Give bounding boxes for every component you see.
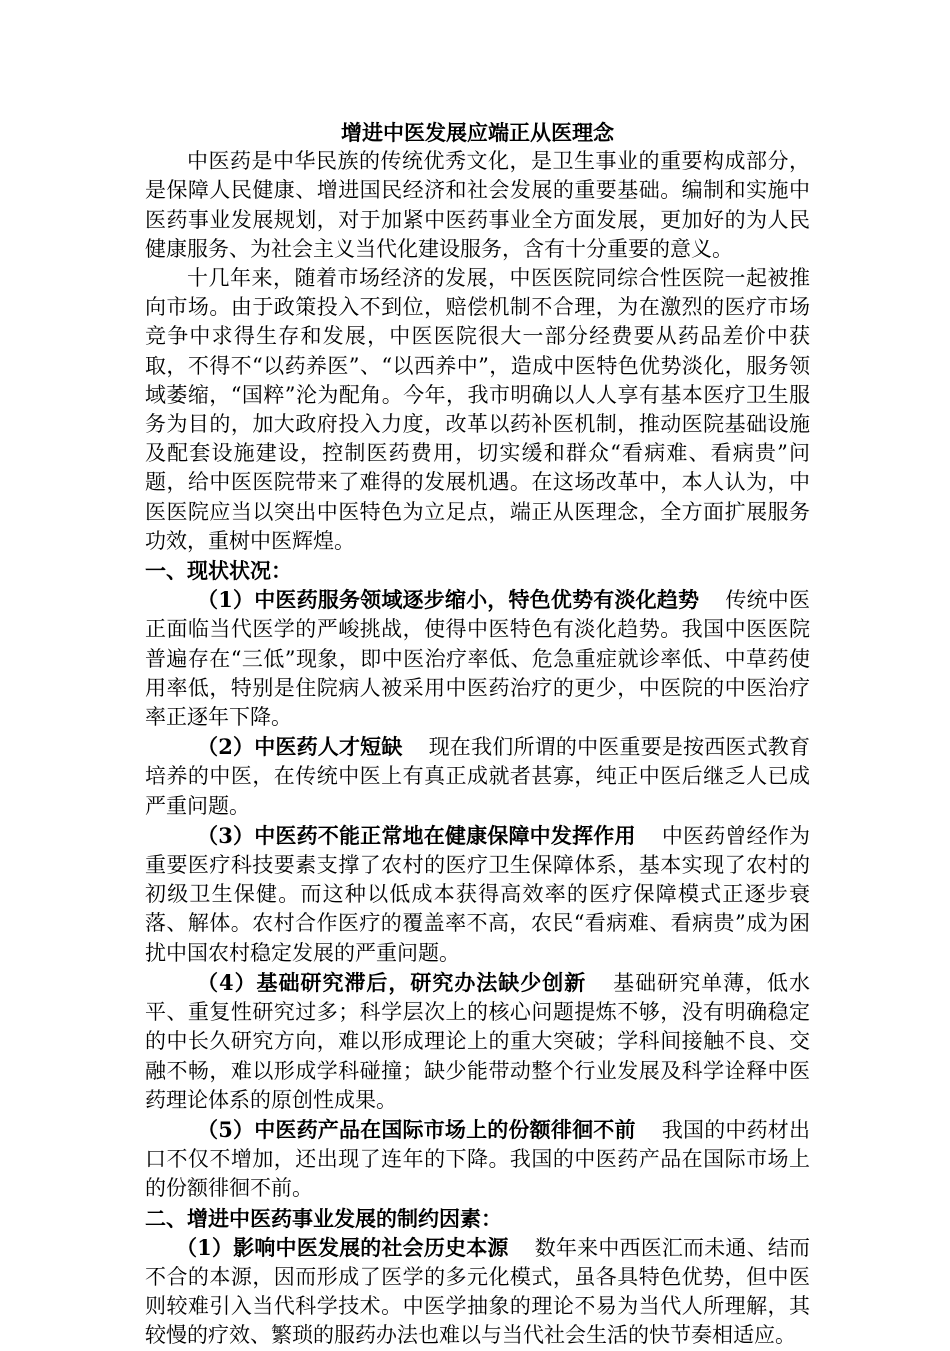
intro-paragraph-2: 十几年来，随着市场经济的发展，中医医院同综合性医院一起被推向市场。由于政策投入不到位，赔偿机制不合理，为在激烈的医疗市场竞争中求得生存和发展，中医医院很大一部分经费要从药品差价中获取，不得不“以药养医”、“以西养中”，造成中医特色优势淡化，服务领域萎缩，“国粹”沦为配角。今年，我市明确以人人享有基本医疗卫生服务为目的，加大政府投入力度，改革以药补医机制，推动医院基础设施及配套设施建设，控制医药费用，切实缓和群众“看病难、看病贵”问题，给中医医院带来了难得的发展机遇。在这场改革中，本人认为，中医医院应当以突出中医特色为立足点，端正从医理念，全方面扩展服务功效，重树中医辉煌。	[145, 266, 810, 553]
constraint-item-1-heading: （1）影响中医发展的社会历史本源	[176, 1234, 509, 1260]
status-item-4-body: 基础研究单薄，低水平、重复性研究过多；科学层次上的核心问题提炼不够，没有明确稳定的中长久研究方向，难以形成理论上的重大突破；学科间接触不良、交融不畅，难以形成学科碰撞；缺少能带动整个行业发展及科学诠释中医药理论体系的原创性成果。	[145, 970, 810, 1112]
document-body	[145, 118, 810, 1351]
document-title: 增进中医发展应端正从医理念	[341, 120, 614, 145]
status-item-1-body: 传统中医正面临当代医学的严峻挑战，使得中医特色有淡化趋势。我国中医医院普遍存在“三低”现象，即中医治疗率低、危急重症就诊率低、中草药使用率低，特别是住院病人被采用中医药治疗的更少，中医院的中医治疗率正逐年下降。	[145, 588, 810, 730]
constraint-item-1	[145, 1233, 810, 1351]
status-item-2-heading: （2）中医药人才短缺	[197, 734, 403, 760]
section-heading-status: 一、现状状况：	[145, 558, 292, 584]
status-item-3-heading: （3）中医药不能正常地在健康保障中发挥作用	[197, 822, 636, 848]
status-item-4-heading: （4）基础研究滞后，研究办法缺少创新	[197, 969, 587, 995]
status-item-1	[145, 585, 810, 732]
status-item-4	[145, 968, 810, 1115]
status-item-3	[145, 821, 810, 968]
status-item-1-heading: （1）中医药服务领域逐步缩小，特色优势有淡化趋势	[197, 587, 700, 613]
constraint-item-1-body: 数年来中西医汇而未通、结而不合的本源，因而形成了医学的多元化模式，虽各具特色优势，但中医则较难引入当代科学技术。中医学抽象的理论不易为当代人所理解，其较慢的疗效、繁琐的服药办法也难以与当代社会生活的快节奏相适应。	[145, 1235, 810, 1348]
section-heading-constraints: 二、增进中医药事业发展的制约因素：	[145, 1205, 502, 1231]
status-item-2	[145, 732, 810, 821]
status-item-3-body: 中医药曾经作为重要医疗科技要素支撑了农村的医疗卫生保障体系，基本实现了农村的初级卫生保健。而这种以低成本获得高效率的医疗保障模式正逐步衰落、解体。农村合作医疗的覆盖率不高，农民“看病难、看病贵”成为困扰中国农村稳定发展的严重问题。	[145, 823, 810, 965]
intro-paragraph-1: 中医药是中华民族的传统优秀文化，是卫生事业的重要构成部分，是保障人民健康、增进国民经济和社会发展的重要基础。编制和实施中医药事业发展规划，对于加紧中医药事业全方面发展，更加好的为人民健康服务、为社会主义当代化建设服务，含有十分重要的意义。	[145, 149, 810, 261]
status-item-5-heading: （5）中医药产品在国际市场上的份额徘徊不前	[197, 1116, 636, 1142]
status-item-5-body: 我国的中药材出口不仅不增加，还出现了连年的下降。我国的中医药产品在国际市场上的份额徘徊不前。	[145, 1117, 810, 1201]
status-item-5	[145, 1115, 810, 1204]
status-item-2-body: 现在我们所谓的中医重要是按西医式教育培养的中医，在传统中医上有真正成就者甚寡，纯正中医后继乏人已成严重问题。	[145, 735, 810, 818]
